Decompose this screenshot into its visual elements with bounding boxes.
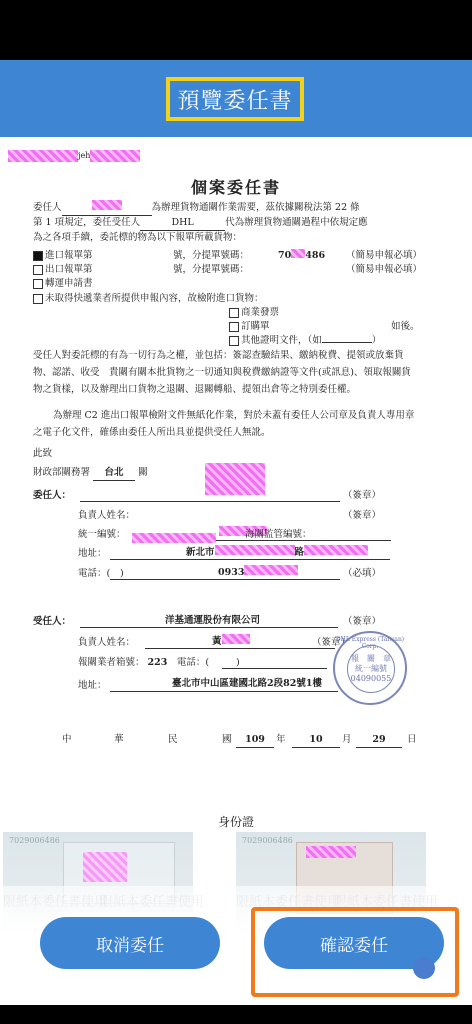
to-label: 此致 [33, 448, 53, 459]
principal-address: 新北市 路 [186, 545, 368, 560]
principal-label: 委任人： [33, 490, 72, 501]
id-title: 身份證 [217, 815, 254, 829]
cancel-button[interactable]: 取消委任 [40, 917, 220, 969]
page-title: 預覽委任書 [166, 77, 304, 121]
principal-phone: 0933 [218, 565, 298, 580]
paragraph-authority: 受任人對委託標的有為一切行為之權，並包括：簽認查驗結果、繳納稅費、提領或放棄貨物、認諾、收受 貴關有關本批貨物之一切通知與稅費繳納證等文件(或訊息)、領取報關貨物之貨樣，以及辦理出口貨物之退關、退關轉船、提領出倉等之特別委任權。 [33, 350, 411, 395]
transfer-checkbox [33, 279, 43, 289]
customs-line: 財政部關務署 台北 關 [33, 466, 148, 481]
id-card-front: 7029006486 [3, 832, 193, 982]
status-bar [0, 0, 472, 60]
paragraph-intro: 委任人 為辦理貨物通關作業需要，茲依據關稅法第 22 條 第 1 項規定，委任受任人 DHL 代為辦理貨物通關過程中依規定應 為之各項手續，委託標的物為以下報單所載貨物： [33, 202, 368, 243]
nav-bar [0, 1005, 472, 1024]
logo-icon [413, 957, 435, 979]
agent-owner: 黃 [212, 634, 250, 649]
export-checkbox [33, 265, 43, 275]
agent-address: 臺北市中山區建國北路2段82號1樓 [172, 678, 322, 689]
confirm-button[interactable]: 確認委任 [264, 917, 444, 969]
agent-label: 受任人： [33, 616, 72, 627]
agent-company: 洋基通運股份有限公司 [165, 615, 261, 626]
header-bar [0, 60, 472, 137]
redacted-signature [205, 463, 265, 499]
redacted-header: jeh [8, 145, 140, 164]
id-card-back: 7029006486 [236, 832, 426, 982]
no-content-section: 未取得快遞業者所提供申報內容，故檢附進口貨物： 商業發票 訂購單 如後。 其他證明文件，（如 ） [33, 292, 433, 348]
import-checkbox [33, 251, 43, 261]
confirm-highlight [251, 907, 459, 997]
company-seal: DHL Express (Taiwan) Corp. 報 關 章 統一編號 04090055 [333, 631, 407, 705]
document-heading: 個案委任書 [190, 178, 281, 197]
paragraph-c2: 為辦理 C2 進出口報單檢附文件無紙化作業，對於未蓋有委任人公司章及負責人專用章之電子化文件，確係由委任人所出具並提供受任人無訛。 [33, 410, 415, 438]
proxy-document[interactable]: jeh 個案委任書 委任人 為辦理貨物通關作業需要，茲依據關稅法第 22 條 第 1 項規定，委任受任人 DHL 代為辦理貨物通關過程中依規定應 為之各項手續，委託標的物為以下報單所載貨物： 進口報單第 號，分提單號碼： 70 486 （簡易申報必填） 出口報單第 號，分提單號碼： （簡易申報必填） 轉運申請書 未取得快遞業者所提供申報內容，故檢附進口貨物： 商業發票 訂購單 如後。 其他證明文件，（如 ） 受任人對委託標的有為一切行為之權，並包括：簽認查驗結果、繳納稅費、提領或放棄貨物、認諾、收受 貴關有關本批貨物之一切通知與稅費繳納證等文件(或訊息)、領取報關貨物之貨樣，以及辦理出口貨物之退關、退關轉船、提領出倉等之特別委任權。 為辦理 C2 進出口報單檢附文件無紙化作業，對於未蓋有委任人公司章及負責人專用章之電子化文件，確係由委任人所出具並提供受任人無訛。 此致 財政部關務署 台北 關 委任人： （簽章） 負責人姓名： （簽章） 統一編號： 海關監管編號： 地址： 新北市 路 電話：( ) 0933 （必填） 受任人： 洋基通運股份有限公司 （簽章） 負責人姓名： 黃 （簽章） 報關業者箱號： 223 電話：( ) 地址： 臺北市中山區建國北路2段82號1樓 DHL Express (Taiwan) Corp. 報 關 章 統一編號 04090055 中 華 民 國 109 年 10 月 29 日 身份證 7029006486 7029006486 [0, 137, 472, 1005]
agent-broker-line: 報關業者箱號： 223 電話：( [78, 657, 210, 668]
declaration-options: 進口報單第 號，分提單號碼： 70 486 （簡易申報必填） 出口報單第 號，分提單號碼： （簡易申報必填） 轉運申請書 [33, 249, 433, 291]
